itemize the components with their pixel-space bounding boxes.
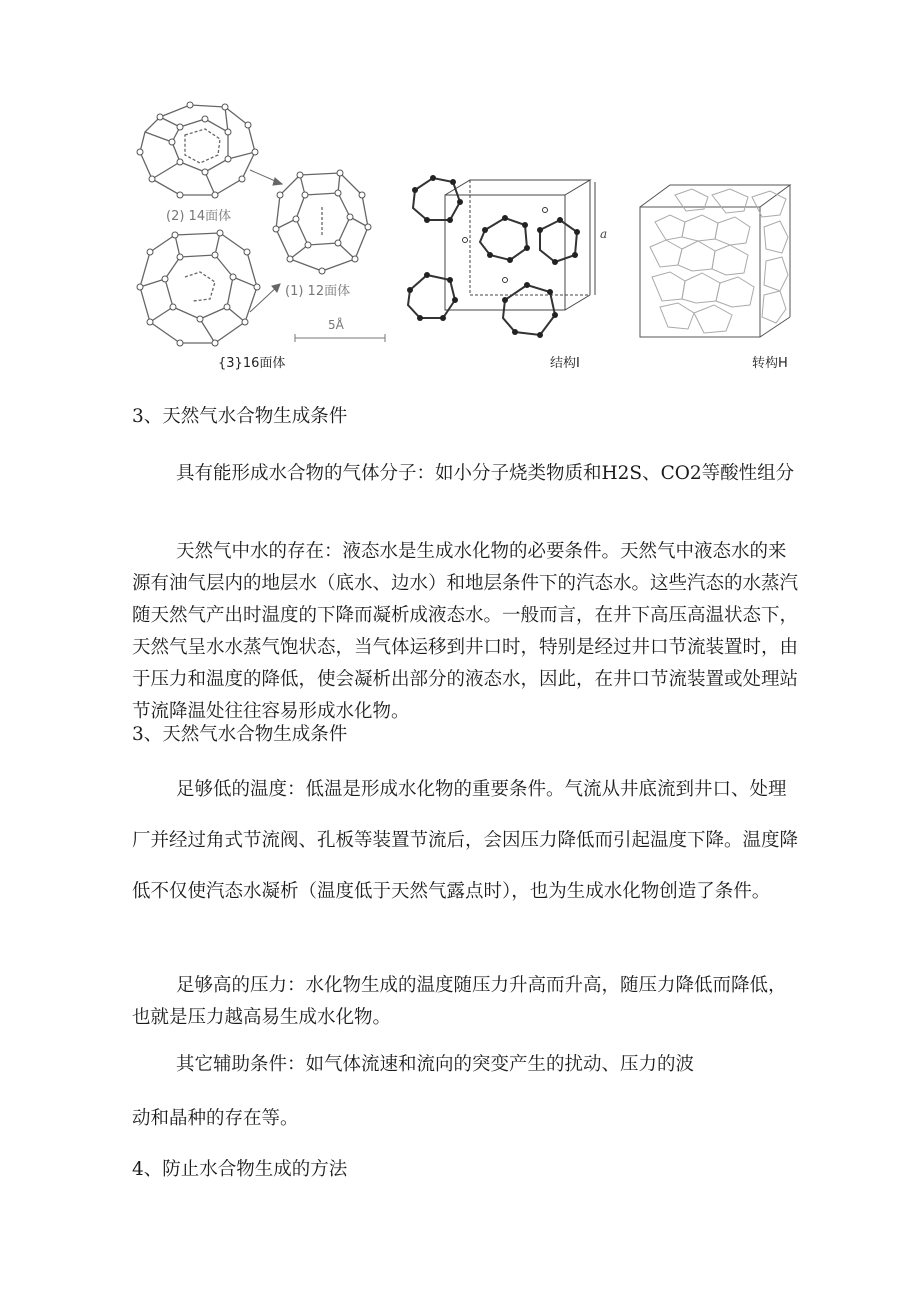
paragraph-auxiliary-conditions-line1: 其它辅助条件：如气体流速和流向的突变产生的扰动、压力的波 <box>176 1054 695 1075</box>
paragraph-auxiliary-conditions-line2: 动和晶种的存在等。 <box>132 1108 299 1129</box>
heading-hydrate-conditions-repeat: 3、天然气水合物生成条件 <box>132 724 348 745</box>
dodecahedron-label: (1) 12面体 <box>285 284 351 299</box>
caption-hexadecahedron: {3}16面体 <box>218 356 286 371</box>
caption-structure-1: 结构Ⅰ <box>550 356 580 371</box>
hydrate-structure-figure <box>130 92 810 371</box>
cell-edge-label: a <box>600 227 608 241</box>
caption-structure-2: 转构H <box>752 356 788 371</box>
structure-2-drawing <box>630 177 810 347</box>
paragraph-water-presence: 天然气中水的存在：液态水是生成水化物的必要条件。天然气中液态水的来源有油气层内的地层水（底水、边水）和地层条件下的汽态水。这些汽态的水蒸汽随天然气产出时温度的下降而凝析成液态水。一般而言，在井下高压高温状态下，天然气呈水水蒸气饱状态，当气体运移到井口时，特别是经过井口节流装置时，由于压力和温度的降低，使会凝析出部分的液态水，因此，在井口节流装置或处理站节流降温处往往容易形成水化物。 <box>132 541 799 722</box>
dodecahedron-cage-drawing <box>270 167 375 277</box>
scale-bar <box>290 332 390 344</box>
paragraph-low-temperature: 足够低的温度：低温是形成水化物的重要条件。气流从井底流到井口、处理厂并经过角式节流阀、孔板等装置节流后，会因压力降低而引起温度下降。温度降低不仅使汽态水凝析（温度低于天然气露点时），也为生成水化物创造了条件。 <box>132 779 799 902</box>
scale-label: 5Å <box>328 318 344 332</box>
heading-prevention-methods: 4、防止水合物生成的方法 <box>132 1159 348 1180</box>
paragraph-gas-molecules: 具有能形成水合物的气体分子：如小分子烧类物质和H2S、CO2等酸性组分 <box>176 463 795 484</box>
tetradecahedron-label: (2) 14面体 <box>166 209 232 224</box>
heading-hydrate-conditions: 3、天然气水合物生成条件 <box>132 406 348 427</box>
structure-1-drawing <box>405 170 608 350</box>
paragraph-high-pressure: 足够高的压力：水化物生成的温度随压力升高而升高，随压力降低而降低，也就是压力越高易生成水化物。 <box>132 975 787 1028</box>
